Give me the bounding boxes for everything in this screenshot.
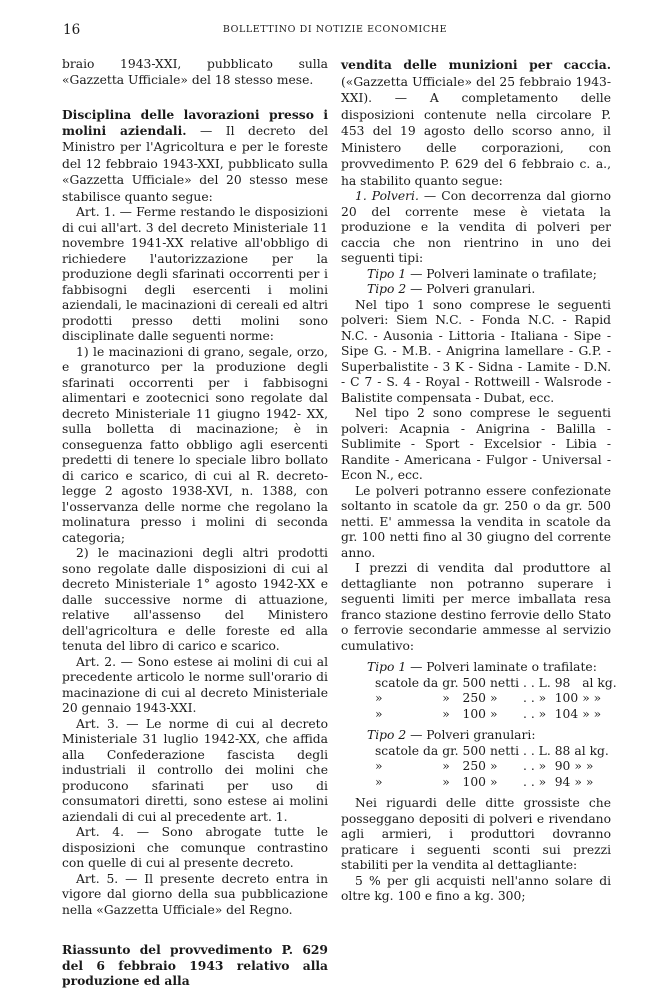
table-cell: 500 [462,743,486,758]
table-cell: scatole da [375,743,439,758]
table-cell: 100 [462,706,486,721]
left-column [62,57,328,989]
table-cell: 104 [554,706,579,721]
table-cell: » [442,706,450,721]
section-heading-molini [62,107,328,205]
prezzi-paragraph: I prezzi di vendita dal produttore al dettagliante non potranno superare i seguenti limiti per merce imballata resa franco stazione destino ferrovie dello Stato o ferrovie secondarie ammesse al servizio cumulativo: [341,561,611,653]
heading-continued-body: («Gazzetta Ufficiale» del 25 febbraio 1943-XXI). — A completamento delle disposizioni contenute nella circolare P. 453 del 19 agosto dello scorso anno, il Ministero delle corporazioni, con provvedimento P. 629 del 6 febbraio c. a., ha stabilito quanto segue: [341,74,611,188]
table-cell: » [490,691,498,705]
table-cell: » [490,759,498,773]
table-cell: netti [490,743,520,758]
page-number: 16 [63,22,81,38]
table-cell: 94 [554,774,571,789]
price-table-tipo-1 [375,676,621,723]
table-row [375,775,613,791]
table-cell: . . L. [523,743,551,758]
table-row [375,744,613,760]
price-tipo-1-label: Tipo 1 [367,660,407,674]
price-tipo-2-text: — Polveri granulari: [406,728,536,742]
table-cell: 100 [462,774,486,789]
table-cell: gr. [442,743,459,758]
heading-continued-title: vendita delle munizioni per caccia. [341,57,611,72]
price-tipo-1-text: — Polveri laminate o trafilate: [406,660,597,674]
polveri-paragraph [341,189,611,267]
price-table-tipo-2 [375,744,613,791]
article-2: Art. 2. — Sono estese ai molini di cui al precedente articolo le norme sull'orario di macinazione di cui al decreto Ministeriale 20 gennaio 1943-XXI. [62,654,328,715]
table-cell: 100 [554,691,579,705]
table-cell: scatole da [375,675,439,690]
table-row [375,676,621,692]
heading-body: — Il decreto del Ministro per l'Agricoltura e per le foreste del 12 febbraio 1943-XXI, pubblicato sulla «Gazzetta Ufficiale» del 20 stesso mese stabilisce quanto segue: [62,123,329,204]
grossiste-paragraph: Nei riguardi delle ditte grossiste che posseggano depositi di polveri e rivendano agli armieri, i produttori dovranno praticare i seguenti sconti sui prezzi stabiliti per la vendita al dettagliante: [341,796,611,872]
table-cell: 500 [462,675,486,690]
heading-continued [341,57,611,189]
table-cell: 250 [462,691,486,705]
table-cell: . . » [523,759,547,773]
table-cell: » » [574,759,594,773]
tipo-1-label: Tipo 1 [367,266,407,281]
table-cell: . . » [523,691,547,705]
price-tipo-2-heading [341,728,611,744]
article-4: Art. 4. — Sono abrogate tutte le disposizioni che comunque contrastino con quelle di cui al presente decreto. [62,825,328,870]
paragraph-continued: braio 1943-XXI, pubblicato sulla «Gazzetta Ufficiale» del 18 stesso mese. [62,57,328,87]
table-cell: » [442,774,450,789]
right-column [341,57,617,905]
tipo-2-label: Tipo 2 [367,282,407,296]
table-cell: » » [582,691,602,705]
tipo-2-line [341,282,611,298]
table-cell: . . » [523,706,547,721]
table-cell: al kg. [574,743,609,758]
tipo-1-list: Nel tipo 1 sono comprese le seguenti polveri: Siem N.C. - Fonda N.C. - Rapid N.C. - Ausonia - Littoria - Italiana - Sipe - Sipe G. - M.B. - Anigrina lamellare - G.P. - Superbalistite - 3 K - Sidna - Lamite - D.N. - C 7 - S. 4 - Royal - Rottweill - Walsrode - Balistite compensata - Dubat, ecc. [341,297,611,405]
table-row [375,759,613,775]
tipo-1-text: — Polveri laminate o trafilate; [406,266,597,281]
table-cell: netti [490,675,520,690]
polveri-text: — Con decorrenza dal giorno 20 del corrente mese è vietata la produzione e la vendita di polveri per caccia che non rientrino in uno dei seguenti tipi: [341,189,611,265]
tipo-2-list: Nel tipo 2 sono comprese le seguenti polveri: Acapnia - Anigrina - Balilla - Sublimite - Sport - Excelsior - Libia - Randite - Americana - Fulgor - Universal - Econ N., ecc. [341,406,611,482]
table-cell: » [442,691,450,705]
table-cell: 250 [462,759,486,773]
tipo-1-line [341,267,611,283]
article-1-item-1: 1) le macinazioni di grano, segale, orzo, e granoturco per la produzione degli sfarinati occorrenti per i fabbisogni alimentari e zootecnici sono regolate dal decreto Ministeriale 11 giugno 1942- XX, sulla bolletta di macinazione; è in conseguenza fatto obbligo agli esercenti predetti di tenere lo speciale libro bollato di carico e scarico, di cui al R. decreto-legge 2 agosto 1938-XVI, n. 1388, con l'osservanza delle norme che regolano la molinatura presso i molini di seconda categoria; [62,344,328,545]
heading-title: Disciplina delle lavorazioni presso i molini aziendali. [62,107,328,138]
sconto-paragraph: 5 % per gli acquisti nell'anno solare di oltre kg. 100 e fino a kg. 300; [341,873,611,903]
price-tipo-2-label: Tipo 2 [367,728,407,742]
table-cell: » [375,759,383,773]
table-cell: » [375,706,383,721]
price-tipo-1-heading [341,660,611,676]
table-cell: 88 [554,743,571,758]
table-cell: » » [582,706,602,721]
table-cell: 90 [554,759,571,773]
table-cell: » [375,774,383,789]
polveri-label: 1. Polveri. [355,189,419,203]
table-cell: . . L. [523,675,551,690]
article-5: Art. 5. — Il presente decreto entra in vigore dal giorno della sua pubblicazione nella «Gazzetta Ufficiale» del Regno. [62,871,328,917]
running-head: BOLLETTINO DI NOTIZIE ECONOMICHE [222,24,448,35]
table-cell: » [442,759,450,773]
table-row [375,707,621,723]
confezione-paragraph: Le polveri potranno essere confezionate soltanto in scatole da gr. 250 o da gr. 500 netti. E' ammessa la vendita in scatole da gr. 100 netti fino al 30 giugno del corrente anno. [341,483,611,560]
article-3: Art. 3. — Le norme di cui al decreto Ministeriale 31 luglio 1942-XX, che affida alla Confederazione fascista degli industriali il controllo dei molini che producono sfarinati per uso di consumatori diretti, sono estese ai molini aziendali di cui al precedente art. 1. [62,716,328,824]
table-cell: . . » [523,774,547,789]
section-heading-munizioni: Riassunto del provvedimento P. 629 del 6 febbraio 1943 relativo alla produzione ed alla [62,942,328,988]
article-1: Art. 1. — Ferme restando le disposizioni di cui all'art. 3 del decreto Ministeriale 11 novembre 1941-XX relative all'obbligo di richiedere l'autorizzazione per la produzione degli sfarinati occorrenti per i fabbisogni degli esercenti i molini aziendali, le macinazioni di cereali ed altri prodotti presso detti molini sono disciplinate dalle seguenti norme: [62,205,328,343]
table-cell: » » [574,774,594,789]
table-cell: » [490,706,498,721]
table-row [375,691,621,707]
article-1-item-2: 2) le macinazioni degli altri prodotti sono regolate dalle disposizioni di cui al decreto Ministeriale 1° agosto 1942-XX e dalle successive norme di attuazione, relative all'assenso del Ministero dell'agricoltura e delle foreste ed alla tenuta del libro di carico e scarico. [62,546,328,653]
table-cell: » [490,774,498,789]
table-cell: gr. [442,675,459,690]
tipo-2-text: — Polveri granulari. [406,282,536,296]
table-cell: » [375,691,383,705]
table-cell: al kg. [582,675,617,690]
table-cell: 98 [554,675,571,690]
